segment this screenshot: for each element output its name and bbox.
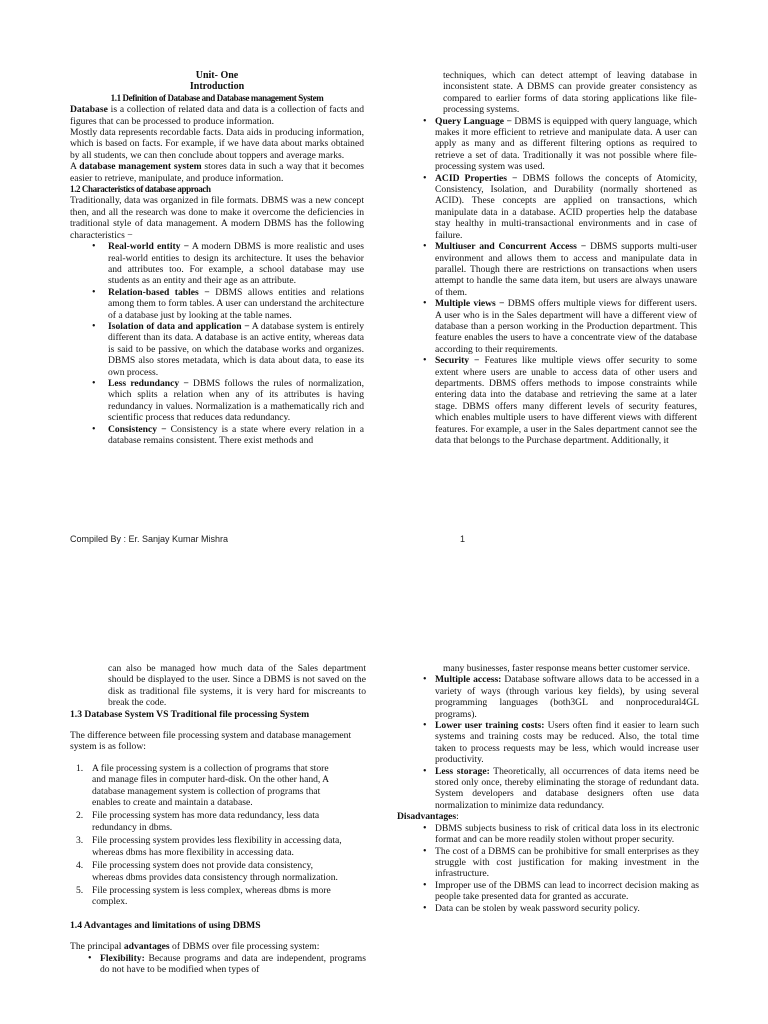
item-text: DBMS allows entities and relations among them to form tables. A user can understand the architecture of a database just by looking at the table names. [108, 286, 364, 321]
dbms-def-text: stores data in such a way that it becomes easier to retrieve, manipulate, and produce information. [70, 161, 364, 184]
list-item [70, 424, 364, 447]
list-item [405, 116, 697, 173]
item-text: Theoretically, all occurrences of data items need be stored only once, thereby eliminating the storage of redundant data. System developers and database designers often use data normalization to minimize data redundancy. [435, 765, 699, 811]
item-term: Less storage: [435, 765, 490, 777]
list-item [405, 846, 699, 880]
list-item [70, 835, 342, 858]
database-def-text: is a collection of related data and data is a collection of facts and figures that can be processed to produce information. [70, 104, 364, 127]
item-term: Query Language − [435, 115, 512, 127]
security-continued: can also be managed how much data of the Sales department should be displayed to the user. Since a DBMS is not saved on the disk as traditional file systems, it is very hard for miscreants to break the code. [108, 663, 366, 709]
item-text: File processing system is less complex, whereas dbms is more complex. [92, 884, 331, 908]
bullet-icon: • [88, 952, 92, 964]
item-term: Isolation of data and application − [108, 320, 250, 332]
bullet-icon: • [92, 286, 96, 298]
item-term: Relation-based tables − [108, 286, 210, 298]
item-term: Real-world entity − [108, 241, 190, 253]
list-item [405, 355, 697, 446]
list-number: 1. [76, 762, 84, 774]
characteristics-list [70, 241, 364, 446]
list-number: 3. [76, 835, 84, 847]
list-item [70, 860, 342, 883]
characteristics-intro: Traditionally, data was organized in file formats. DBMS was a new concept then, and all the research was done to make it overcome the deficiencies in traditional style of data management. A modern DBMS has the following characteristics − [70, 195, 364, 241]
item-term: Multiple views − [435, 298, 505, 310]
disadvantages-term: Disadvantages [397, 811, 457, 823]
section-1-1-heading: 1.1 Definition of Database and Database management System [110, 92, 324, 103]
item-text: DBMS subjects business to risk of critical data loss in its electronic format and can be more readily stolen without proper security. [435, 822, 699, 846]
item-text: DBMS supports multi-user environment and allows them to access and manipulate data in parallel. Though there are restrictions on transactions when users attempt to handle the same data item, but users are always unaware of them. [435, 241, 697, 298]
list-item [70, 885, 342, 908]
section-1-2-heading: 1.2 Characteristics of database approach [70, 184, 211, 195]
footer-compiled-by: Compiled By : Er. Sanjay Kumar Mishra [70, 534, 229, 544]
item-text: Because programs and data are independent, programs do not have to be modified when types of [100, 952, 366, 975]
list-item [405, 720, 699, 766]
item-text: A database system is entirely different than its data. A database is an active entity, whereas data is said to be passive, on which the database works and organizes. DBMS also stores metadata, which is data about data, to ease its own process. [108, 320, 364, 378]
dbms-definition [70, 161, 364, 184]
bullet-icon: • [423, 298, 427, 310]
list-item [70, 287, 364, 321]
adv-post: of DBMS over file processing system: [169, 941, 320, 953]
advantages-intro [70, 941, 366, 952]
dbms-term: database management system [79, 161, 202, 173]
item-text: DBMS offers multiple views for different users. A user who is in the Sales department will have a different view of database than a person working in the Production department. This feature enables the users to have a concentrate view of the database according to their requirements. [435, 298, 697, 355]
list-item [70, 241, 364, 287]
list-item [405, 903, 699, 914]
item-term: Lower user training costs: [435, 720, 545, 732]
bullet-icon: • [92, 241, 96, 253]
unit-heading: Unit- One [195, 70, 239, 81]
list-item [70, 810, 342, 833]
disadvantages-heading: Disadvantages: [397, 811, 459, 823]
list-item [70, 953, 366, 976]
bullet-icon: • [423, 355, 427, 367]
list-number: 4. [76, 860, 84, 872]
bullet-icon: • [92, 423, 96, 435]
advantages-list [70, 953, 366, 976]
database-term: Database [70, 104, 108, 116]
difference-list [70, 763, 366, 908]
list-item [405, 173, 697, 241]
item-text: Users often find it easier to learn such systems and training costs may be reduced. Also, the total time taken to process requests may be less, which would increase user productivity. [435, 720, 699, 766]
list-number: 5. [76, 884, 84, 896]
item-text: DBMS follows the concepts of Atomicity, Consistency, Isolation, and Durability (normally shortened as ACID). These concepts are applied on transactions, which manipulate data in a database. ACID properties help the database stay healthy in multi-transactional environments and in case of failure. [435, 172, 698, 241]
database-more: Mostly data represents recordable facts. Data aids in producing information, which is based on facts. For example, if we have data about marks obtained by all students, we can then conclude about toppers and average marks. [70, 127, 364, 161]
item-term: ACID Properties − [435, 172, 518, 184]
item-text: Data can be stolen by weak password security policy. [435, 902, 640, 914]
bullet-icon: • [423, 172, 427, 184]
intro-heading: Introduction [189, 81, 245, 93]
item-text: Consistency is a state where every relation in a database remains consistent. There exist methods and [108, 423, 364, 446]
list-item [70, 321, 364, 378]
bullet-icon: • [423, 115, 427, 127]
item-text: DBMS is equipped with query language, which makes it more efficient to retrieve and manipulate data. A user can apply as many and as different filtering options as required to retrieve a set of data. Traditionally it was not possible where file-processing system was used. [435, 115, 698, 173]
characteristics-list-continued [405, 116, 697, 447]
item-term: Consistency − [108, 423, 167, 435]
item-text: A file processing system is a collection of programs that store and manage files in computer hard-disk. On the other hand, A database management system is collection of programs that enables to create and maintain a database. [92, 762, 329, 809]
database-definition [70, 104, 364, 127]
difference-intro: The difference between file processing system and database management system is as follow: [70, 730, 352, 753]
item-text: A modern DBMS is more realistic and uses real-world entities to design its architecture. It uses the behavior and attributes too. For example, a school database may use students as an entity and their age as an attribute. [108, 241, 364, 287]
footer-page-number: 1 [460, 534, 466, 544]
advantage-continued: many businesses, faster response means better customer service. [443, 663, 690, 674]
page2-left-column [70, 663, 366, 975]
item-text: The cost of a DBMS can be prohibitive for small enterprises as they struggle with cost justification for making investment in the infrastructure. [435, 845, 699, 880]
bullet-icon: • [423, 845, 427, 857]
list-number: 2. [76, 810, 84, 822]
advantages-list-continued [405, 674, 699, 811]
list-item [70, 763, 342, 809]
item-term: Multiple access: [435, 674, 502, 686]
item-text: Database software allows data to be accessed in a variety of ways (through various key fields), by using several programming languages (both3GL and nonprocedural4GL programs). [435, 674, 700, 720]
bullet-icon: • [423, 879, 427, 891]
list-item [405, 766, 699, 812]
disadvantages-list [405, 823, 699, 914]
list-item [405, 298, 697, 355]
adv-pre: The principal [70, 941, 124, 953]
dbms-pre: A [70, 161, 80, 173]
item-text: Features like multiple views offer security to some extent where users are unable to access data of other users and departments. DBMS offers methods to impose constraints while entering data into the database and retrieving the same at a later stage. DBMS offers many different levels of security features, which enables multiple users to have different views with different features. For example, a user in the Sales department cannot see the data that belongs to the Purchase department. Additionally, it [435, 355, 697, 446]
list-item [405, 880, 699, 903]
item-term: Flexibility: [100, 952, 145, 964]
item-text: File processing system does not provide data consistency, whereas dbms provides data consistency through normalization. [92, 860, 338, 883]
item-text: Improper use of the DBMS can lead to incorrect decision making as people take presented data for granted as accurate. [435, 879, 699, 903]
list-item [405, 241, 697, 298]
item-text: File processing system has more data redundancy, less data redundancy in dbms. [92, 810, 320, 833]
list-item [405, 674, 699, 720]
page1-left-column [70, 70, 364, 446]
bullet-icon: • [423, 822, 427, 834]
bullet-icon: • [92, 377, 96, 389]
list-item [70, 378, 364, 424]
page2-right-column [397, 663, 700, 914]
item-text: File processing system provides less flexibility in accessing data, whereas dbms has more flexibility in accessing data. [92, 835, 342, 858]
item-term: Security − [435, 355, 480, 367]
page1-right-column [405, 70, 697, 446]
bullet-icon: • [92, 320, 96, 332]
bullet-icon: • [423, 674, 427, 686]
item-text: DBMS follows the rules of normalization, which splits a relation when any of its attributes is having redundancy in values. Normalization is a mathematically rich and scientific process that reduces data redundancy. [108, 377, 364, 424]
item-term: Multiuser and Concurrent Access − [435, 241, 587, 253]
bullet-icon: • [423, 241, 427, 253]
list-item [405, 823, 699, 846]
section-1-4-heading: 1.4 Advantages and limitations of using DBMS [70, 919, 261, 931]
bullet-icon: • [423, 765, 427, 777]
item-term: Less redundancy − [108, 377, 189, 389]
section-1-3-heading: 1.3 Database System VS Traditional file processing System [70, 708, 310, 720]
bullet-icon: • [423, 720, 427, 732]
adv-term: advantages [123, 941, 170, 953]
consistency-continued: techniques, which can detect attempt of leaving database in inconsistent state. A DBMS can provide greater consistency as compared to earlier forms of data storing applications like file-processing systems. [443, 70, 697, 116]
bullet-icon: • [423, 902, 427, 914]
